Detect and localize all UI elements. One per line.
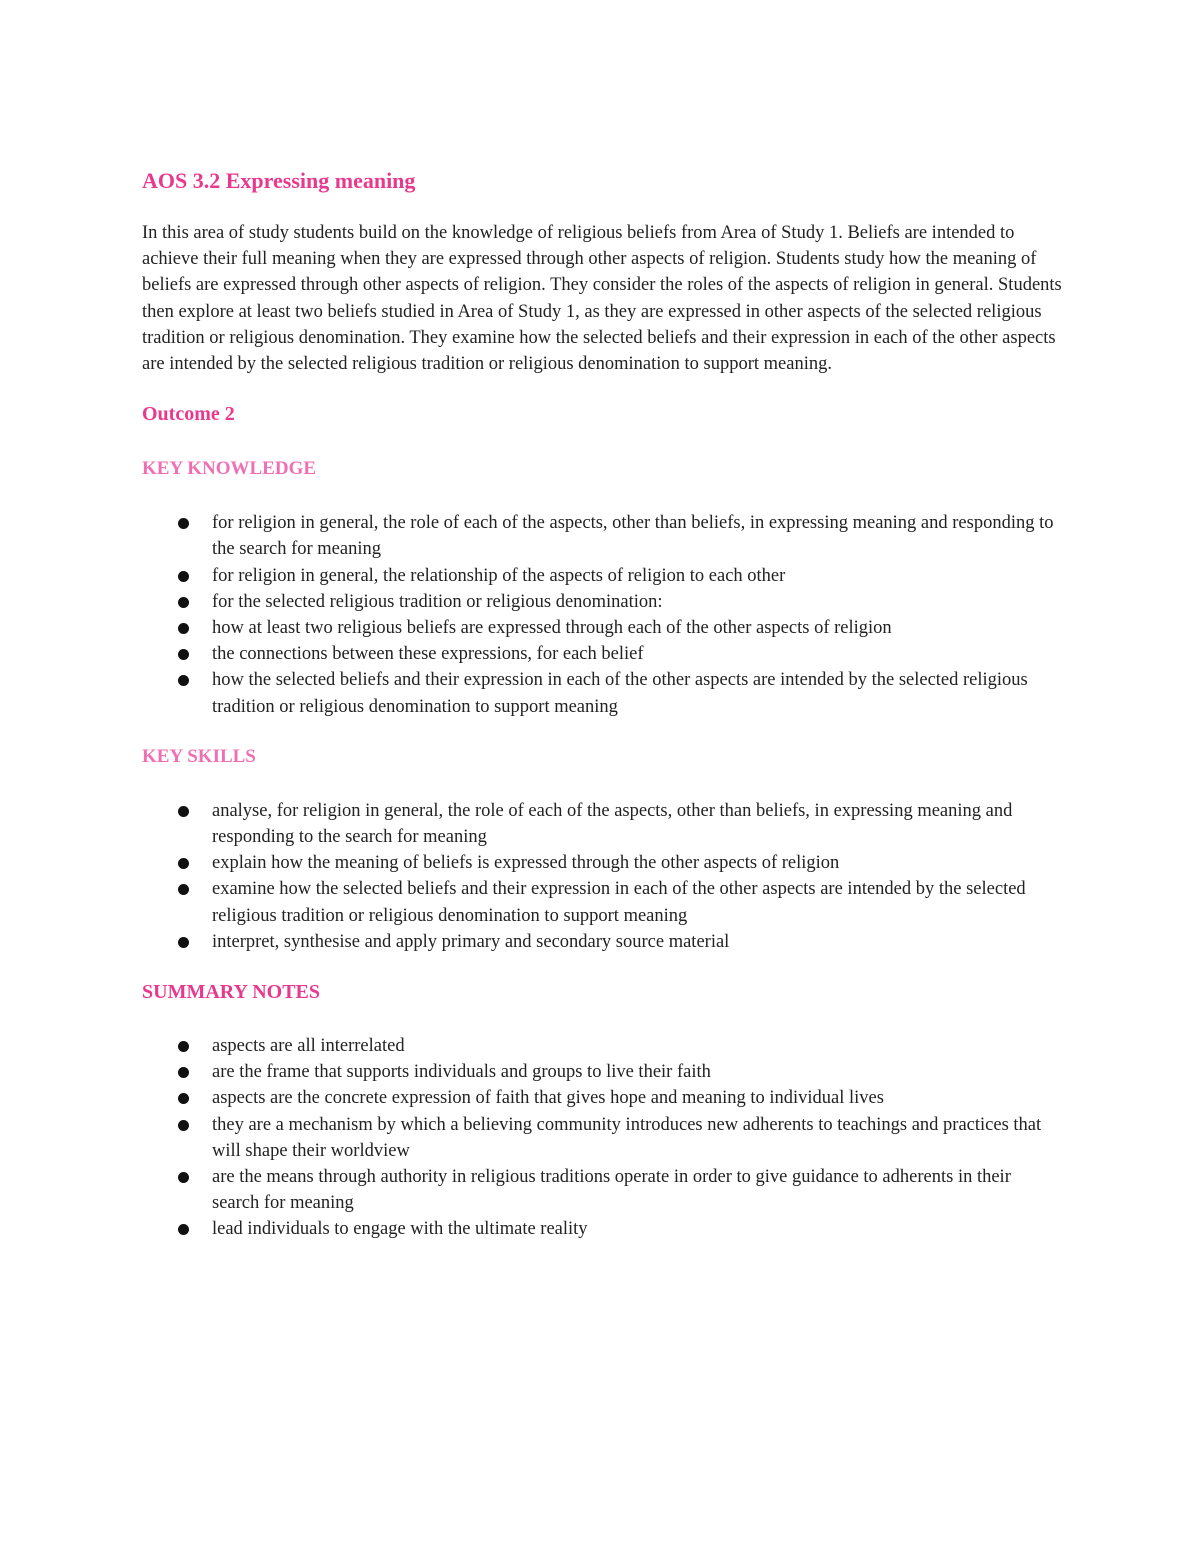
bullet-icon: [178, 649, 189, 660]
outcome-heading: Outcome 2: [142, 403, 235, 426]
bullet-icon: [178, 1224, 189, 1235]
list-item: how at least two religious beliefs are expressed through each of the other aspects of religion: [142, 615, 1062, 641]
list-item: how the selected beliefs and their expression in each of the other aspects are intended by the selected religious tradition or religious denomination to support meaning: [142, 667, 1062, 719]
list-item: lead individuals to engage with the ultimate reality: [142, 1216, 1062, 1242]
bullet-icon: [178, 675, 189, 686]
bullet-icon: [178, 518, 189, 529]
list-item: examine how the selected beliefs and their expression in each of the other aspects are intended by the selected religious tradition or religious denomination to support meaning: [142, 876, 1062, 928]
bullet-icon: [178, 884, 189, 895]
bullet-icon: [178, 1172, 189, 1183]
document-page: [142, 168, 1062, 1243]
list-item: they are a mechanism by which a believing community introduces new adherents to teachings and practices that will shape their worldview: [142, 1112, 1062, 1164]
bullet-icon: [178, 937, 189, 948]
bullet-icon: [178, 571, 189, 582]
list-item: are the means through authority in religious traditions operate in order to give guidance to adherents in their search for meaning: [142, 1164, 1062, 1216]
list-item: interpret, synthesise and apply primary and secondary source material: [142, 929, 1062, 955]
list-item: the connections between these expressions, for each belief: [142, 641, 1062, 667]
list-item: for religion in general, the relationship of the aspects of religion to each other: [142, 563, 1062, 589]
list-item: for the selected religious tradition or religious denomination:: [142, 589, 1062, 615]
key-knowledge-heading: KEY KNOWLEDGE: [142, 458, 317, 480]
bullet-icon: [178, 1041, 189, 1052]
key-skills-heading: KEY SKILLS: [142, 745, 256, 767]
summary-notes-list: [142, 1033, 1062, 1243]
bullet-icon: [178, 623, 189, 634]
bullet-icon: [178, 858, 189, 869]
list-item: analyse, for religion in general, the role of each of the aspects, other than beliefs, in expressing meaning and responding to the search for meaning: [142, 798, 1062, 850]
bullet-icon: [178, 1067, 189, 1078]
key-knowledge-list: [142, 510, 1062, 720]
document-title: AOS 3.2 Expressing meaning: [142, 168, 416, 193]
bullet-icon: [178, 806, 189, 817]
bullet-icon: [178, 1120, 189, 1131]
key-skills-list: [142, 798, 1062, 955]
list-item: for religion in general, the role of each of the aspects, other than beliefs, in expressing meaning and responding to the search for meaning: [142, 510, 1062, 562]
list-item: aspects are all interrelated: [142, 1033, 1062, 1059]
summary-notes-heading: SUMMARY NOTES: [142, 981, 321, 1004]
bullet-icon: [178, 1093, 189, 1104]
intro-paragraph: In this area of study students build on the knowledge of religious beliefs from Area of Study 1. Beliefs are intended to achieve their full meaning when they are expressed through other aspects of religion. Students study how the meaning of beliefs are expressed through other aspects of religion. They consider the roles of the aspects of religion in general. Students then explore at least two beliefs studied in Area of Study 1, as they are expressed in other aspects of the selected religious tradition or religious denomination. They examine how the selected beliefs and their expression in each of the other aspects are intended by the selected religious tradition or religious denomination to support meaning.: [142, 223, 1062, 375]
list-item: aspects are the concrete expression of faith that gives hope and meaning to individual lives: [142, 1085, 1062, 1111]
list-item: are the frame that supports individuals and groups to live their faith: [142, 1059, 1062, 1085]
bullet-icon: [178, 597, 189, 608]
list-item: explain how the meaning of beliefs is expressed through the other aspects of religion: [142, 850, 1062, 876]
